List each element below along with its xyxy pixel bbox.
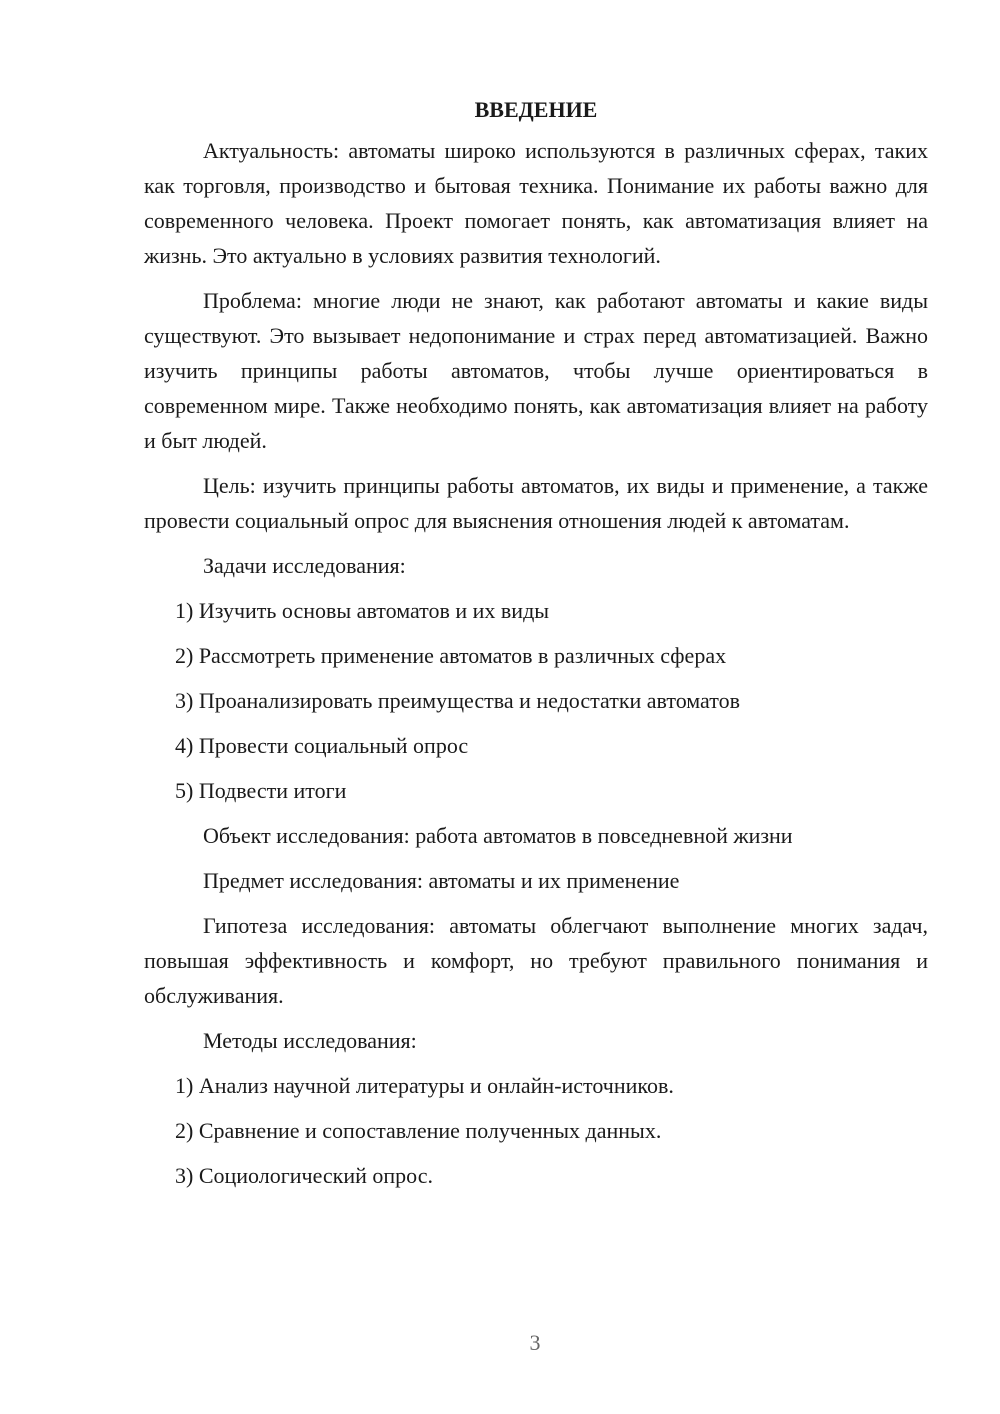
- goal-paragraph: Цель: изучить принципы работы автоматов, их виды и применение, а также провести социальный опрос для выяснения отношения людей к автоматам.: [144, 473, 928, 533]
- methods-title: Методы исследования:: [203, 1028, 417, 1053]
- methods-list: [144, 1068, 928, 1193]
- task-item: 3) Проанализировать преимущества и недостатки автоматов: [175, 688, 740, 713]
- section-heading: ВВЕДЕНИЕ: [474, 97, 598, 122]
- document-page: [144, 92, 928, 1203]
- method-item: 2) Сравнение и сопоставление полученных данных.: [175, 1118, 662, 1143]
- page-number: 3: [529, 1330, 541, 1355]
- tasks-list: [144, 593, 928, 808]
- method-item: 1) Анализ научной литературы и онлайн-источников.: [175, 1073, 674, 1098]
- tasks-title: Задачи исследования:: [203, 553, 406, 578]
- relevance-paragraph: Актуальность: автоматы широко используются в различных сферах, таких как торговля, производство и бытовая техника. Понимание их работы важно для современного человека. Проект помогает понять, как автоматизация влияет на жизнь. Это актуально в условиях развития технологий.: [144, 138, 928, 268]
- task-item: 1) Изучить основы автоматов и их виды: [175, 598, 550, 623]
- task-item: 4) Провести социальный опрос: [175, 733, 469, 758]
- problem-paragraph: Проблема: многие люди не знают, как работают автоматы и какие виды существуют. Это вызывает недопонимание и страх перед автоматизацией. Важно изучить принципы работы автоматов, чтобы лучше ориентироваться в современном мире. Также необходимо понять, как автоматизация влияет на работу и быт людей.: [144, 288, 928, 453]
- research-object: Объект исследования: работа автоматов в повседневной жизни: [203, 823, 793, 848]
- research-subject: Предмет исследования: автоматы и их применение: [203, 868, 680, 893]
- task-item: 5) Подвести итоги: [175, 778, 347, 803]
- method-item: 3) Социологический опрос.: [175, 1163, 433, 1188]
- task-item: 2) Рассмотреть применение автоматов в различных сферах: [175, 643, 727, 668]
- hypothesis-paragraph: Гипотеза исследования: автоматы облегчают выполнение многих задач, повышая эффективность и комфорт, но требуют правильного понимания и обслуживания.: [144, 913, 928, 1008]
